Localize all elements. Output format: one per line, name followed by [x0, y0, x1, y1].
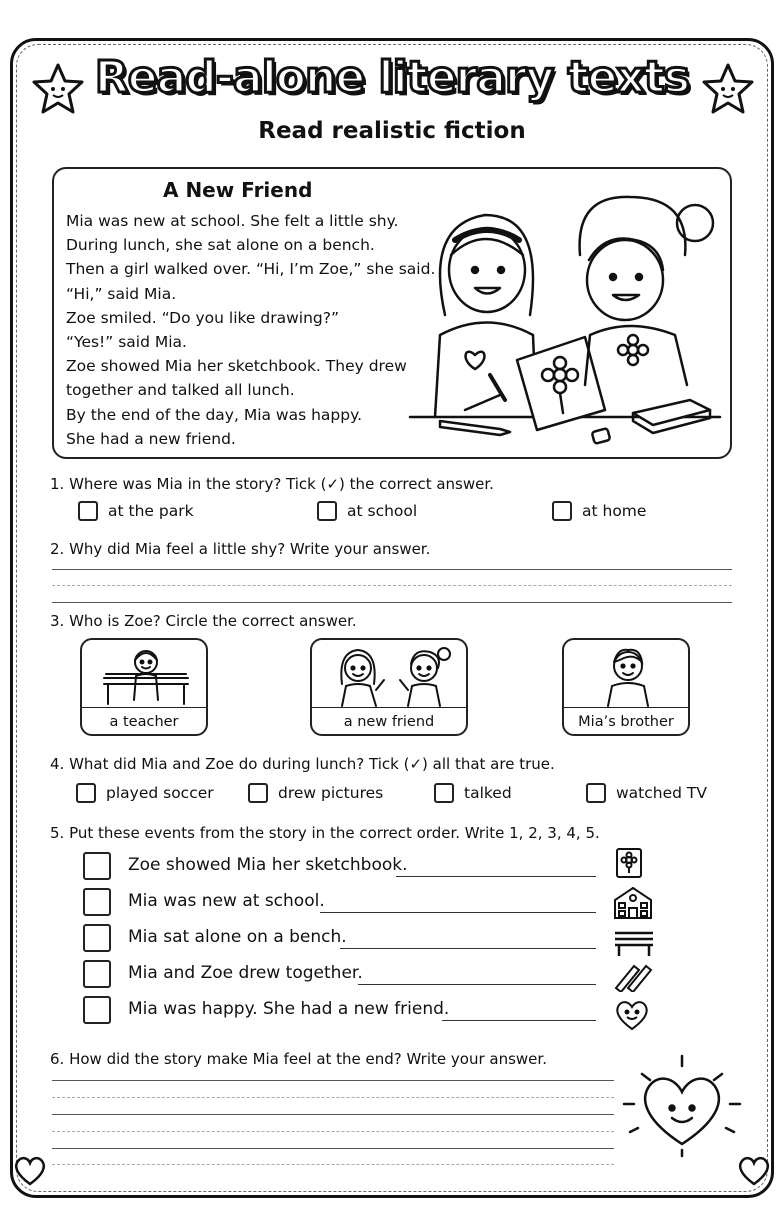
- q1-option-label: at the park: [108, 502, 194, 520]
- q3-choice-label: Mia’s brother: [578, 714, 674, 730]
- story-line: together and talked all lunch.: [66, 381, 295, 400]
- event-line: [396, 876, 596, 877]
- pencils-icon: [612, 960, 654, 992]
- boy-icon: [598, 644, 658, 708]
- order-box[interactable]: [83, 960, 111, 988]
- answer-line[interactable]: [52, 602, 732, 603]
- story-line: By the end of the day, Mia was happy.: [66, 405, 362, 424]
- story-line: “Hi,” said Mia.: [66, 284, 177, 303]
- answer-guide-line: [52, 1131, 614, 1132]
- q3-choice-label: a teacher: [109, 714, 179, 730]
- shining-heart-icon: [620, 1052, 744, 1158]
- story-line: Mia was new at school. She felt a little shy.: [66, 212, 399, 230]
- answer-guide-line: [52, 1097, 614, 1098]
- question-4: 4. What did Mia and Zoe do during lunch? Tick (✓) all that are true.: [50, 755, 555, 773]
- heart-icon: [612, 996, 652, 1032]
- event-text: Mia was new at school.: [128, 891, 325, 911]
- sketchbook-icon: [614, 846, 644, 880]
- q4-checkbox-soccer[interactable]: [76, 783, 96, 803]
- q3-choice-teacher[interactable]: [80, 638, 208, 736]
- two-friends-waving-icon: [318, 644, 464, 708]
- answer-guide-line: [52, 1164, 614, 1165]
- answer-line[interactable]: [52, 1080, 614, 1081]
- q4-checkbox-tv[interactable]: [586, 783, 606, 803]
- two-girls-illustration: [405, 185, 725, 450]
- q1-checkbox-school[interactable]: [317, 501, 337, 521]
- page-title: Read-alone literary texts: [94, 52, 690, 103]
- story-line: She had a new friend.: [66, 429, 236, 448]
- school-icon: [612, 884, 654, 920]
- story-line: During lunch, she sat alone on a bench.: [66, 236, 375, 255]
- story-line: “Yes!” said Mia.: [66, 333, 187, 352]
- story-line: Zoe showed Mia her sketchbook. They drew: [66, 357, 407, 376]
- teacher-on-bench-icon: [102, 644, 190, 706]
- q1-checkbox-home[interactable]: [552, 501, 572, 521]
- page-subtitle: Read realistic fiction: [258, 118, 526, 144]
- event-line: [442, 1020, 596, 1021]
- story-line: Zoe smiled. “Do you like drawing?”: [66, 308, 339, 327]
- q4-option-label: talked: [464, 784, 512, 802]
- question-2: 2. Why did Mia feel a little shy? Write your answer.: [50, 540, 431, 558]
- event-line: [320, 912, 596, 913]
- story-line: Then a girl walked over. “Hi, I’m Zoe,” she said.: [66, 260, 436, 279]
- story-title: A New Friend: [163, 178, 313, 202]
- event-text: Mia sat alone on a bench.: [128, 927, 347, 947]
- answer-line[interactable]: [52, 569, 732, 570]
- q4-option-label: played soccer: [106, 784, 214, 802]
- q4-option-label: watched TV: [616, 784, 707, 802]
- question-3: 3. Who is Zoe? Circle the correct answer.: [50, 612, 357, 630]
- event-line: [358, 984, 596, 985]
- story-text: [66, 209, 435, 451]
- answer-guide-line: [52, 585, 732, 586]
- q4-checkbox-talked[interactable]: [434, 783, 454, 803]
- question-5: 5. Put these events from the story in the correct order. Write 1, 2, 3, 4, 5.: [50, 824, 600, 842]
- q1-option-label: at school: [347, 502, 418, 520]
- event-text: Zoe showed Mia her sketchbook.: [128, 855, 408, 875]
- answer-line[interactable]: [52, 1114, 614, 1115]
- event-line: [340, 948, 596, 949]
- q3-choice-label: a new friend: [343, 714, 435, 730]
- question-6: 6. How did the story make Mia feel at the end? Write your answer.: [50, 1050, 547, 1068]
- q3-choice-brother[interactable]: [562, 638, 690, 736]
- q1-checkbox-park[interactable]: [78, 501, 98, 521]
- order-box[interactable]: [83, 888, 111, 916]
- order-box[interactable]: [83, 996, 111, 1024]
- q1-option-label: at home: [582, 502, 647, 520]
- answer-line[interactable]: [52, 1148, 614, 1149]
- event-text: Mia was happy. She had a new friend.: [128, 999, 450, 1019]
- q3-choice-new-friend[interactable]: [310, 638, 468, 736]
- question-1: 1. Where was Mia in the story? Tick (✓) the correct answer.: [50, 475, 494, 493]
- corner-heart-icon: [10, 1150, 50, 1190]
- q4-checkbox-drew[interactable]: [248, 783, 268, 803]
- order-box[interactable]: [83, 852, 111, 880]
- event-text: Mia and Zoe drew together.: [128, 963, 363, 983]
- q4-option-label: drew pictures: [278, 784, 384, 802]
- order-box[interactable]: [83, 924, 111, 952]
- bench-icon: [612, 928, 656, 958]
